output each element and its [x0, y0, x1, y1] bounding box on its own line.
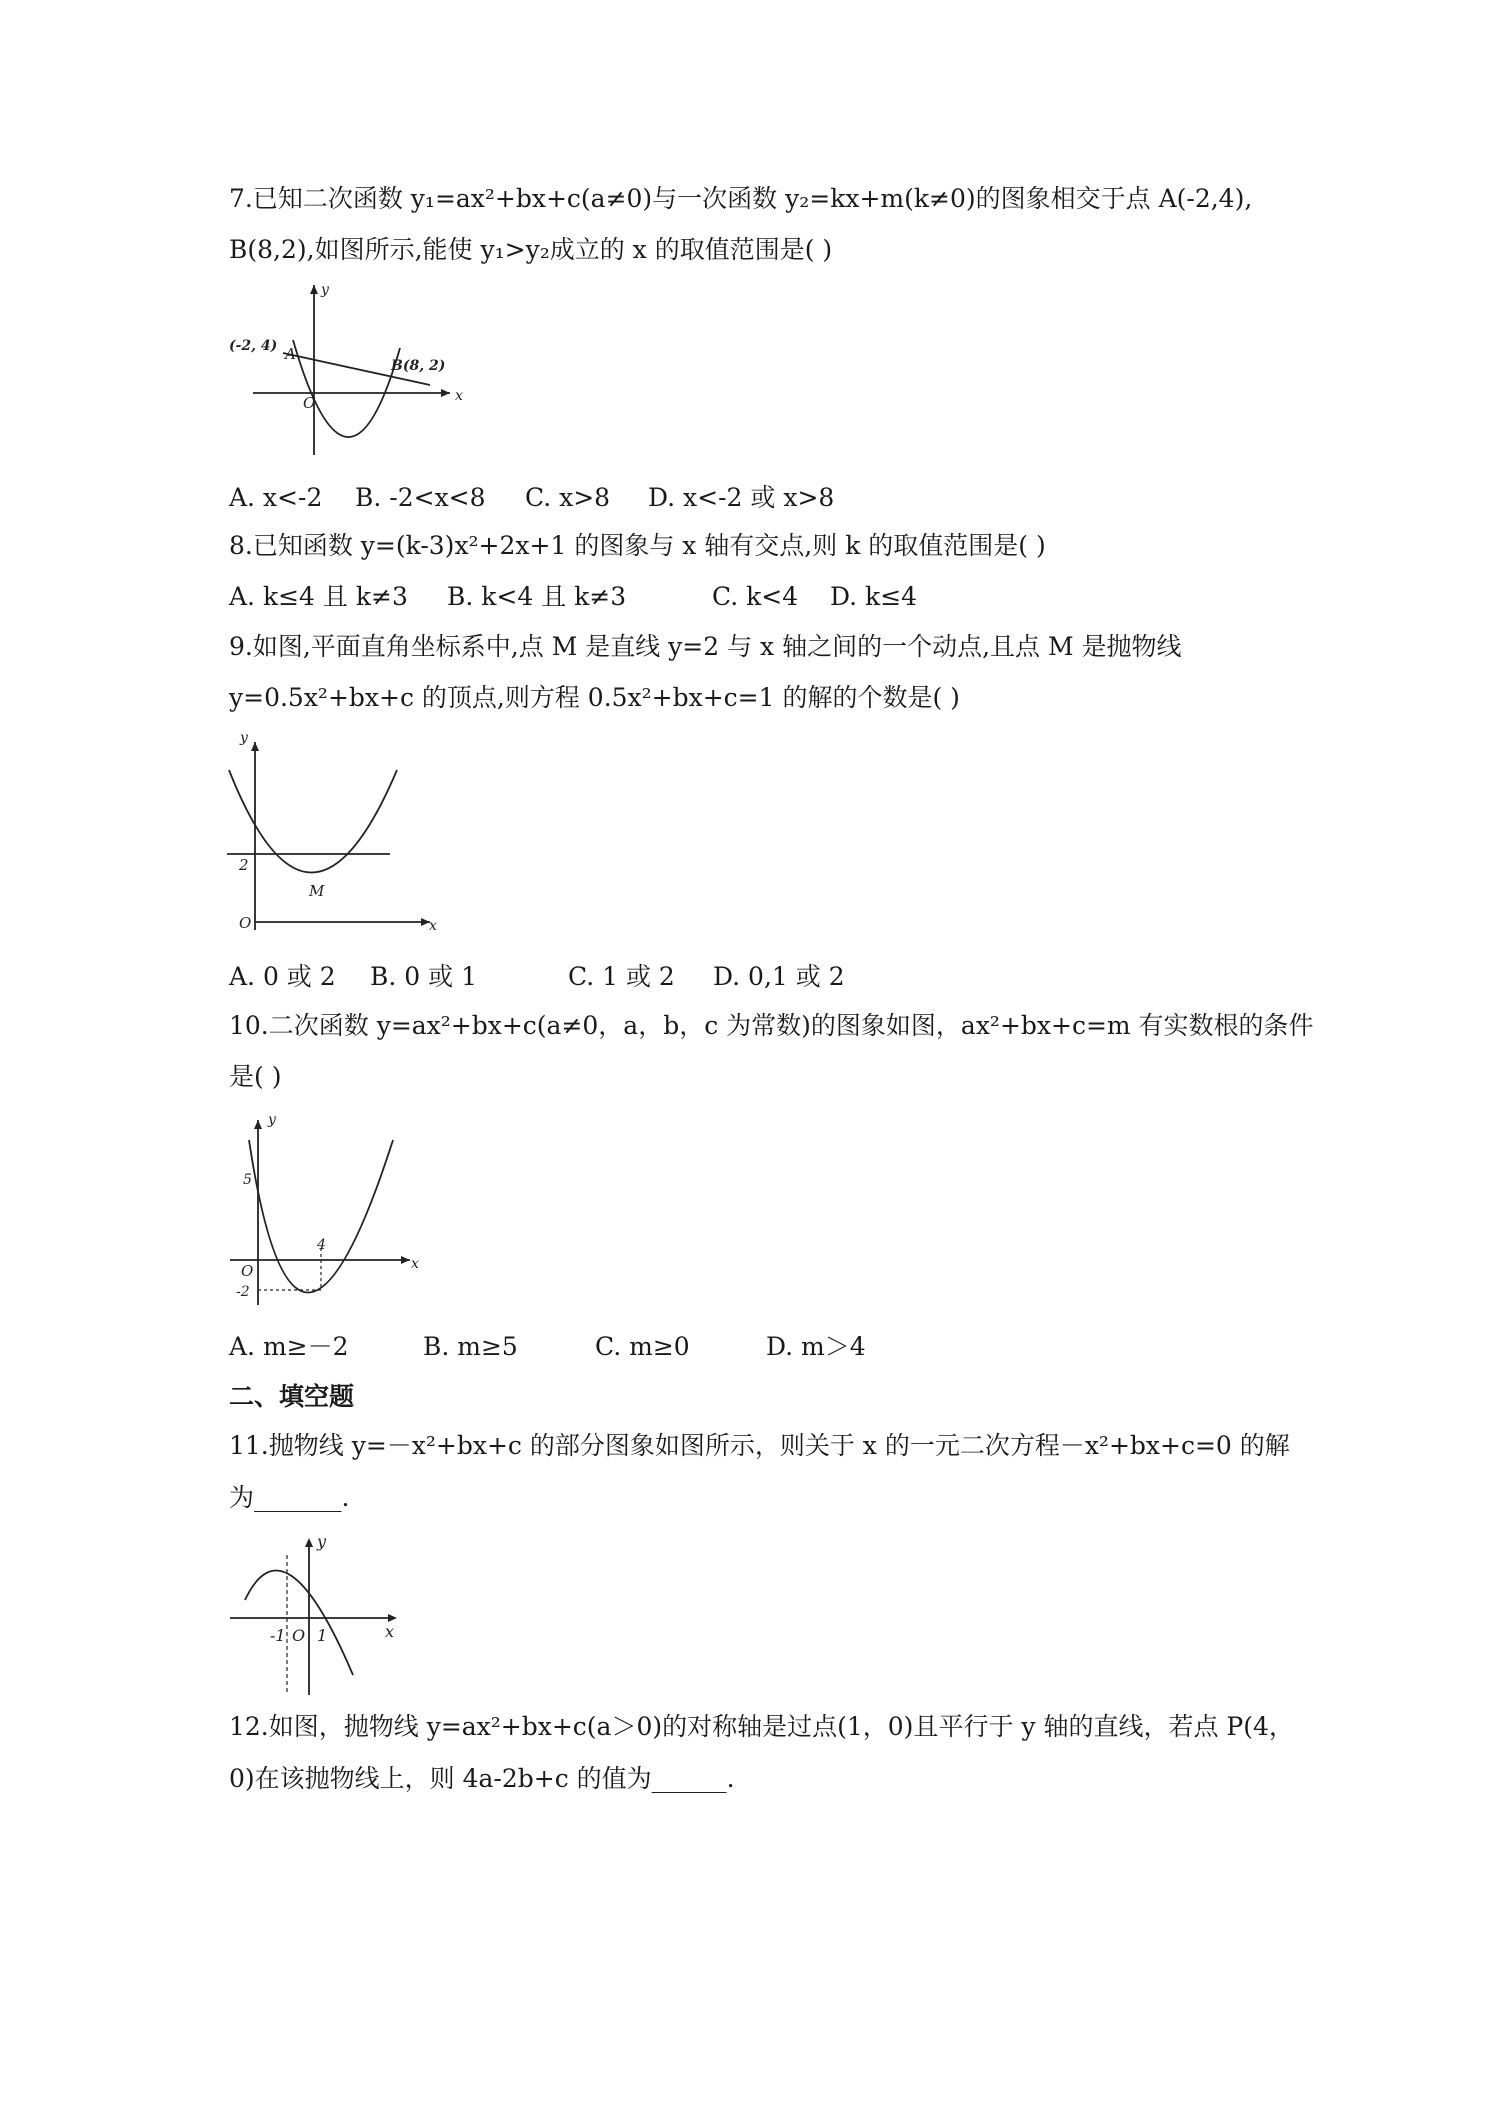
q10-x-axis-label: x [411, 1256, 419, 1272]
q9-stem-line2: y=0.5x²+bx+c 的顶点,则方程 0.5x²+bx+c=1 的解的个数是( ) [229, 683, 960, 712]
q9-option-d: D. 0,1 或 2 [713, 962, 845, 991]
q10-option-b: B. m≥5 [423, 1332, 518, 1361]
q10-five-label: 5 [243, 1172, 252, 1188]
q7-point-a-label: A [285, 345, 296, 363]
q9-stem-line1: 9.如图,平面直角坐标系中,点 M 是直线 y=2 与 x 轴之间的一个动点,且点 M 是抛物线 [229, 632, 1182, 661]
q9-figure [225, 730, 445, 940]
q7-x-axis-label: x [455, 388, 463, 404]
q10-origin-label: O [241, 1262, 254, 1280]
q7-option-a: A. x<-2 [229, 483, 323, 512]
q7-option-c: C. x>8 [525, 483, 611, 512]
q9-origin-label: O [239, 914, 252, 932]
q7-point-a-coord: (-2, 4) [229, 338, 278, 354]
q7-stem-line2: B(8,2),如图所示,能使 y₁>y₂成立的 x 的取值范围是( ) [229, 235, 833, 264]
q7-option-d: D. x<-2 或 x>8 [648, 483, 835, 512]
q8-option-d: D. k≤4 [830, 582, 918, 611]
q7-stem-line1: 7.已知二次函数 y₁=ax²+bx+c(a≠0)与一次函数 y₂=kx+m(k≠0)的图象相交于点 A(-2,4), [229, 184, 1253, 213]
q11-x-axis-label: x [385, 1622, 395, 1641]
q8-option-b: B. k<4 且 k≠3 [447, 582, 627, 611]
q11-origin-label: O [292, 1626, 306, 1645]
q8-stem: 8.已知函数 y=(k-3)x²+2x+1 的图象与 x 轴有交点,则 k 的取值范围是( ) [229, 531, 1046, 560]
q7-figure [225, 280, 485, 460]
q11-stem-line2: 为_______. [229, 1483, 350, 1512]
q9-option-c: C. 1 或 2 [568, 962, 675, 991]
q11-one-label: 1 [317, 1626, 328, 1645]
q12-stem-line2: 0)在该抛物线上，则 4a-2b+c 的值为______. [229, 1764, 735, 1793]
q10-minus-two-label: -2 [236, 1284, 250, 1300]
q9-y-axis-label: y [240, 730, 248, 746]
q10-option-c: C. m≥0 [595, 1332, 690, 1361]
q10-four-label: 4 [317, 1237, 326, 1253]
q10-option-d: D. m＞4 [766, 1332, 866, 1361]
q11-y-axis-label: y [317, 1532, 327, 1551]
q7-option-b: B. -2<x<8 [355, 483, 486, 512]
q9-option-a: A. 0 或 2 [229, 962, 336, 991]
q10-option-a: A. m≥－2 [229, 1332, 349, 1361]
q9-two-label: 2 [239, 856, 249, 874]
q10-stem-line2: 是( ) [229, 1062, 282, 1091]
q9-x-axis-label: x [429, 918, 437, 934]
q8-option-a: A. k≤4 且 k≠3 [229, 582, 408, 611]
q10-figure [225, 1110, 425, 1310]
q12-stem-line1: 12.如图，抛物线 y=ax²+bx+c(a＞0)的对称轴是过点(1，0)且平行于 y 轴的直线，若点 P(4， [229, 1712, 1294, 1741]
q7-origin-label: O [303, 394, 316, 412]
q11-minus-one-label: -1 [270, 1626, 286, 1645]
q9-vertex-m-label: M [309, 882, 325, 900]
q7-y-axis-label: y [321, 282, 329, 298]
q10-stem-line1: 10.二次函数 y=ax²+bx+c(a≠0，a，b，c 为常数)的图象如图，ax²+bx+c=m 有实数根的条件 [229, 1011, 1314, 1040]
section-fill-in-heading: 二、填空题 [229, 1382, 355, 1411]
q9-option-b: B. 0 或 1 [370, 962, 477, 991]
q7-point-b-label: B(8, 2) [391, 358, 446, 374]
q10-y-axis-label: y [268, 1112, 276, 1128]
q11-figure [225, 1525, 405, 1700]
q8-option-c: C. k<4 [712, 582, 799, 611]
q11-stem-line1: 11.抛物线 y=－x²+bx+c 的部分图象如图所示，则关于 x 的一元二次方程－x²+bx+c=0 的解 [229, 1431, 1290, 1460]
